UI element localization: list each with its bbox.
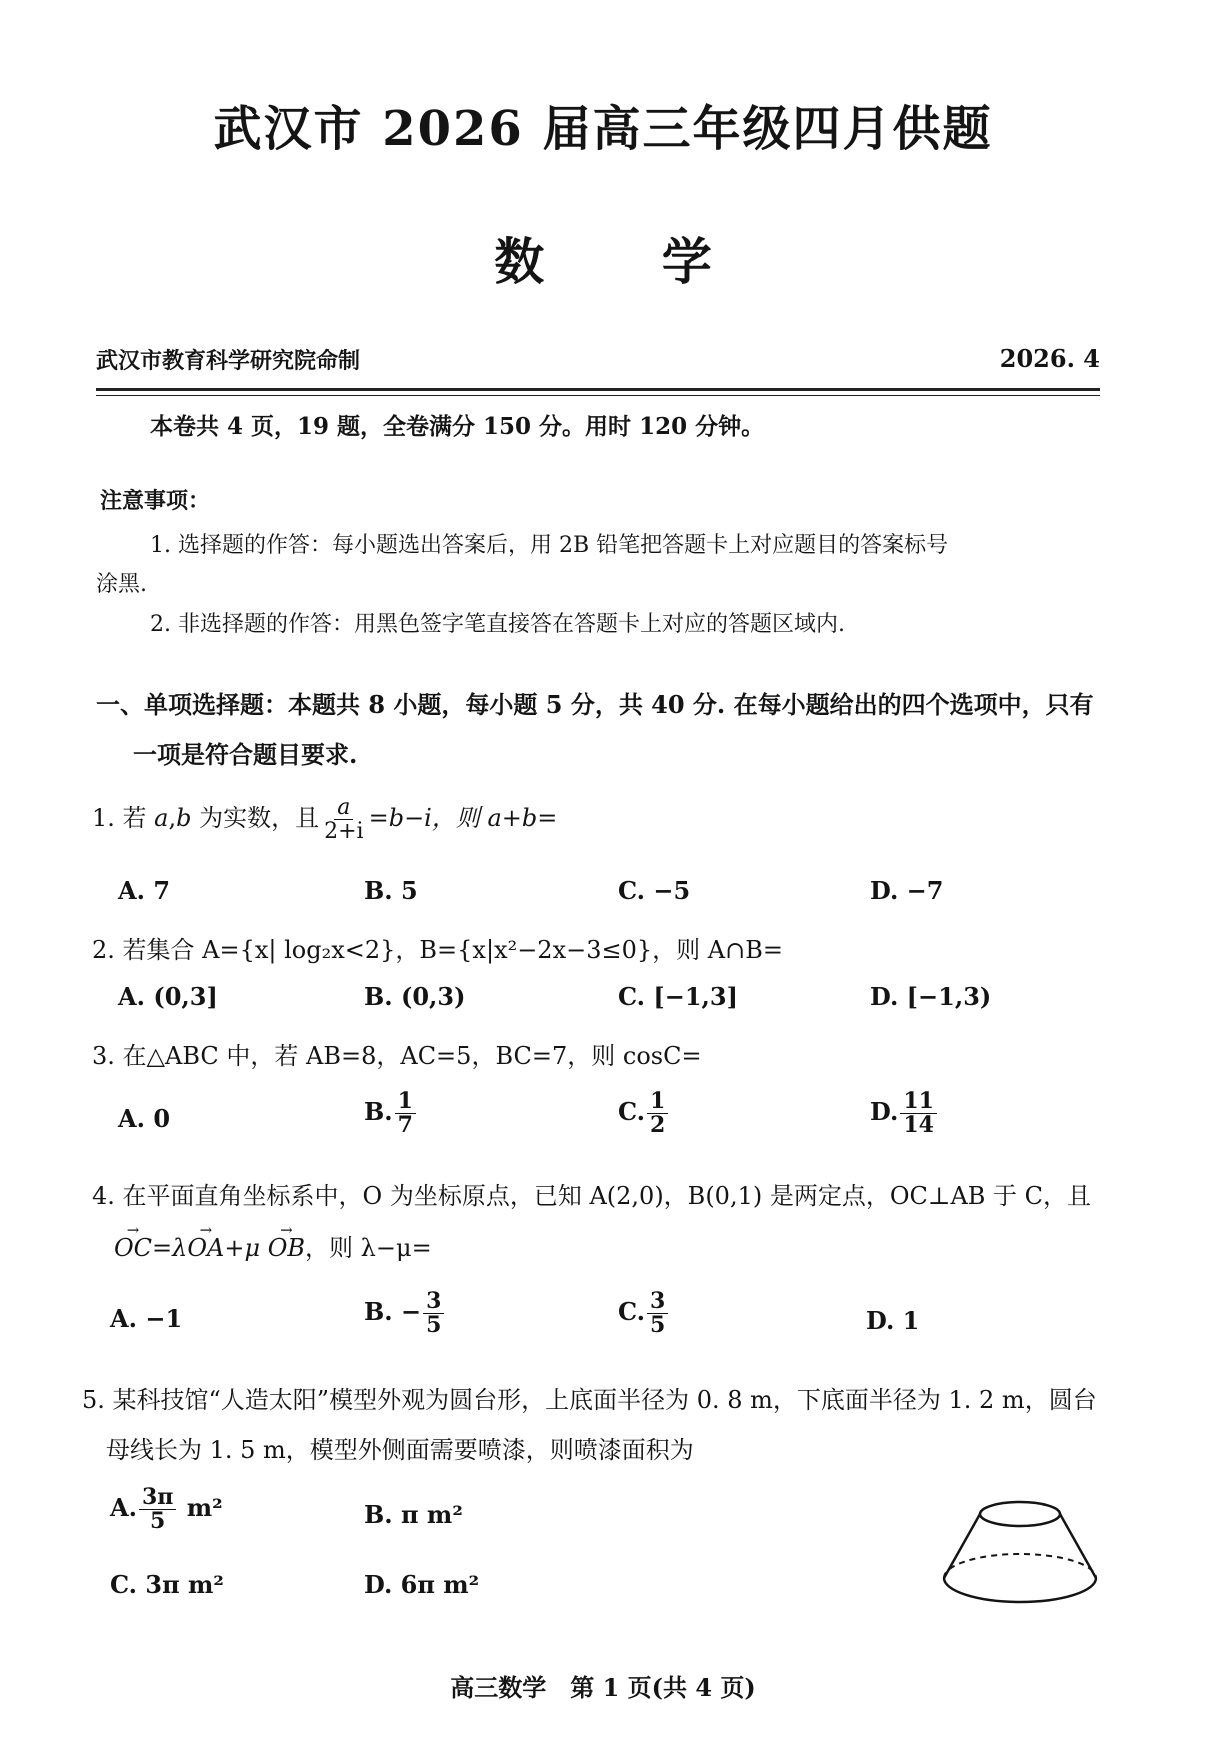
q2-option-c: C. [−1,3] xyxy=(618,982,738,1011)
q4-option-c: C. $\frac{3}{5}$ xyxy=(618,1290,670,1337)
q1-option-a: A. 7 xyxy=(118,876,171,905)
notice-heading: 注意事项： xyxy=(100,488,211,514)
q5-option-a: A. $\frac{3\pi}{5}$ m² xyxy=(110,1484,223,1535)
q5-option-b: B. π m² xyxy=(364,1500,463,1529)
question-4: 4. 在平面直角坐标系中，O 为坐标原点，已知 A(2,0)，B(0,1) 是两定点，OC⊥AB 于 C，且 xyxy=(92,1182,1092,1210)
question-2: 2. 若集合 A={x| log₂x<2}，B={x|x²−2x−3≤0}，则 A∩B= xyxy=(92,936,783,964)
subject-title: 数 学 xyxy=(494,232,762,291)
publisher: 武汉市教育科学研究院命制 xyxy=(96,348,361,374)
q1-option-c: C. −5 xyxy=(618,876,691,905)
question-5-cont: 母线长为 1. 5 m，模型外侧面需要喷漆，则喷漆面积为 xyxy=(106,1436,694,1464)
exam-info: 本卷共 4 页，19 题，全卷满分 150 分。用时 120 分钟。 xyxy=(150,413,765,440)
notice-item-2: 2. 非选择题的作答：用黑色签字笔直接答在答题卡上对应的答题区域内. xyxy=(150,612,845,637)
q3-option-a: A. 0 xyxy=(118,1104,171,1133)
header-rule-thin xyxy=(96,395,1100,396)
q2-option-d: D. [−1,3) xyxy=(870,982,992,1011)
q5-option-d: D. 6π m² xyxy=(364,1570,480,1599)
q1-option-d: D. −7 xyxy=(870,876,944,905)
q5-option-c: C. 3π m² xyxy=(110,1570,224,1599)
q1-option-b: B. 5 xyxy=(364,876,418,905)
q2-option-a: A. (0,3] xyxy=(118,982,218,1011)
page-footer: 高三数学 第 1 页(共 4 页) xyxy=(450,1673,756,1702)
exam-title: 武汉市 2026 届高三年级四月供题 xyxy=(213,101,993,157)
question-1: 1. 若 a,b 为实数，且 $\frac{a}{2+i}$ =b−i，则 a+b= xyxy=(92,795,558,845)
q1-fraction: $\frac{a}{2+i}$ xyxy=(324,795,364,845)
header-rule-thick xyxy=(96,388,1100,391)
q4-option-a: A. −1 xyxy=(110,1304,183,1333)
notice-item-1: 1. 选择题的作答：每小题选出答案后，用 2B 铅笔把答题卡上对应题目的答案标号 xyxy=(150,533,949,558)
section-1-heading: 一、单项选择题：本题共 8 小题，每小题 5 分，共 40 分. 在每小题给出的四个选项中，只有 xyxy=(96,690,1094,719)
section-1-heading-cont: 一项是符合题目要求. xyxy=(133,740,358,769)
q2-option-b: B. (0,3) xyxy=(364,982,466,1011)
question-5: 5. 某科技馆“人造太阳”模型外观为圆台形，上底面半径为 0. 8 m，下底面半径为 1. 2 m，圆台 xyxy=(82,1386,1097,1414)
notice-item-1-cont: 涂黑. xyxy=(96,572,147,597)
q4-option-d: D. 1 xyxy=(866,1306,920,1335)
question-4-cont: → OC=λ→ OA+μ → OB，则 λ−μ= xyxy=(114,1228,432,1263)
q4-option-b: B. − $\frac{3}{5}$ xyxy=(364,1290,446,1337)
question-3: 3. 在△ABC 中，若 AB=8，AC=5，BC=7，则 cosC= xyxy=(92,1042,702,1070)
q3-option-d: D. $\frac{11}{14}$ xyxy=(870,1090,939,1137)
frustum-figure xyxy=(940,1500,1100,1620)
q3-option-c: C. $\frac{1}{2}$ xyxy=(618,1090,670,1137)
q3-option-b: B. $\frac{1}{7}$ xyxy=(364,1090,418,1137)
exam-date: 2026. 4 xyxy=(999,344,1100,373)
